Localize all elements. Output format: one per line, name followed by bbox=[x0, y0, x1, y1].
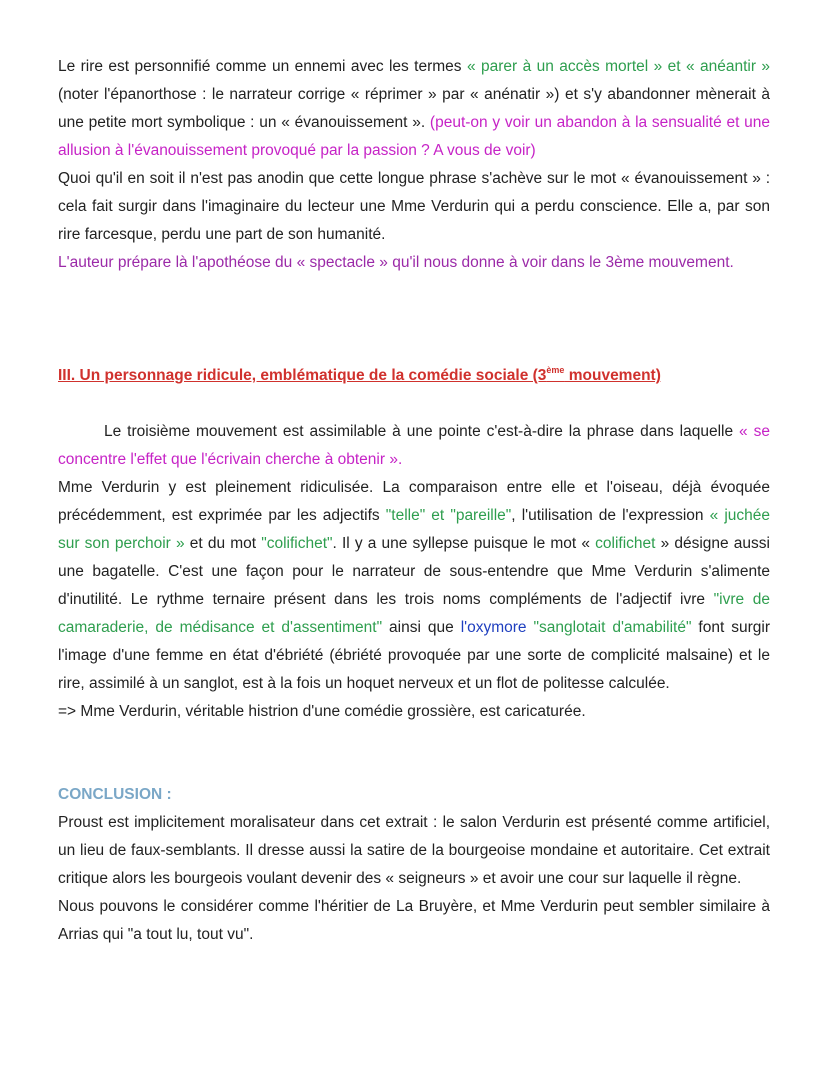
conclusion-title: CONCLUSION : bbox=[58, 786, 172, 803]
text-span: font surgir l'image d'une femme en état d'ébriété (ébriété provoquée par une sorte de complicité malsaine) et le rire, assimilé à un sanglot, est à la fois un hoquet nerveux et un flot de politesse calculée. bbox=[58, 619, 770, 692]
figure-of-speech-term: l'oxymore bbox=[460, 619, 527, 636]
conclusion-paragraph-2: Nous pouvons le considérer comme l'héritier de La Bruyère, et Mme Verdurin peut sembler similaire à Arrias qui "a tout lu, tout vu". bbox=[58, 898, 770, 943]
text-span: et du mot bbox=[184, 535, 262, 552]
quote-highlight: "colifichet" bbox=[261, 535, 333, 552]
text-span: (noter l'épanorthose : le narrateur corrige « réprimer » par « anénatir ») et s'y abandonner mènerait à une petite mort symbolique : un « évanouissement ». bbox=[58, 86, 770, 131]
quote-highlight: "telle" et "pareille" bbox=[385, 507, 512, 524]
section-3-heading bbox=[58, 362, 770, 390]
text-span: , l'utilisation de l'expression bbox=[511, 507, 710, 524]
section-3 bbox=[58, 362, 770, 390]
quote-highlight: colifichet bbox=[595, 535, 656, 552]
text-span: Mme Verdurin y est pleinement ridiculisée. La comparaison entre elle et l'oiseau, déjà évoquée précédemment, est exprimée par les adjectifs bbox=[58, 479, 770, 524]
quote-highlight: « juchée sur son perchoir » bbox=[58, 507, 770, 552]
heading-text: III. Un personnage ridicule, emblématique de la comédie sociale (3 bbox=[58, 367, 547, 384]
top-block bbox=[58, 53, 770, 277]
quote-highlight: « parer à un accès mortel » et « anéantir » bbox=[466, 58, 770, 75]
heading-superscript: ème bbox=[546, 365, 565, 375]
conclusion-section bbox=[58, 781, 770, 949]
arrow-conclusion-line: => Mme Verdurin, véritable histrion d'une comédie grossière, est caricaturée. bbox=[58, 703, 586, 720]
paragraph-laughter-enemy bbox=[58, 53, 770, 165]
text-span: Le rire est personnifié comme un ennemi avec les termes bbox=[58, 58, 467, 75]
quote-highlight: "ivre de camaraderie, de médisance et d'assentiment" bbox=[58, 591, 771, 636]
heading-text: mouvement) bbox=[564, 367, 661, 384]
paragraph-analysis bbox=[58, 474, 770, 698]
text-span: Le troisième mouvement est assimilable à une pointe c'est-à-dire la phrase dans laquelle bbox=[104, 423, 740, 440]
section-3-body bbox=[58, 418, 770, 726]
paragraph-transition: L'auteur prépare là l'apothéose du « spectacle » qu'il nous donne à voir dans le 3ème mouvement. bbox=[58, 254, 734, 271]
paragraph-pointe bbox=[58, 418, 770, 474]
text-span: ainsi que bbox=[382, 619, 461, 636]
teacher-note: (peut-on y voir un abandon à la sensualité et une allusion à l'évanouissement provoqué par la passion ? A vous de voir) bbox=[58, 114, 770, 159]
paragraph-evanouissement: Quoi qu'il en soit il n'est pas anodin que cette longue phrase s'achève sur le mot « évanouissement » : cela fait surgir dans l'imaginaire du lecteur une Mme Verdurin qui a perdu conscience. Elle a, par son rire farcesque, perdu une part de son humanité. bbox=[58, 170, 770, 243]
conclusion-paragraph-1: Proust est implicitement moralisateur dans cet extrait : le salon Verdurin est présenté comme artificiel, un lieu de faux-semblants. Il dresse aussi la satire de la bourgeoise mondaine et autoritaire. Cet extrait critique alors les bourgeois voulant devenir des « seigneurs » et avoir une cour sur laquelle il règne. bbox=[58, 814, 770, 887]
quote-highlight: "sanglotait d'amabilité" bbox=[533, 619, 692, 636]
text-span bbox=[527, 619, 534, 636]
text-span: » désigne aussi une bagatelle. C'est une façon pour le narrateur de sous-entendre que Mme Verdurin s'alimente d'inutilité. Le rythme ternaire présent dans les trois noms compléments de l'adjectif ivre bbox=[58, 535, 770, 608]
quote-highlight: « se concentre l'effet que l'écrivain cherche à obtenir ». bbox=[58, 423, 770, 468]
text-span: . Il y a une syllepse puisque le mot « bbox=[332, 535, 596, 552]
